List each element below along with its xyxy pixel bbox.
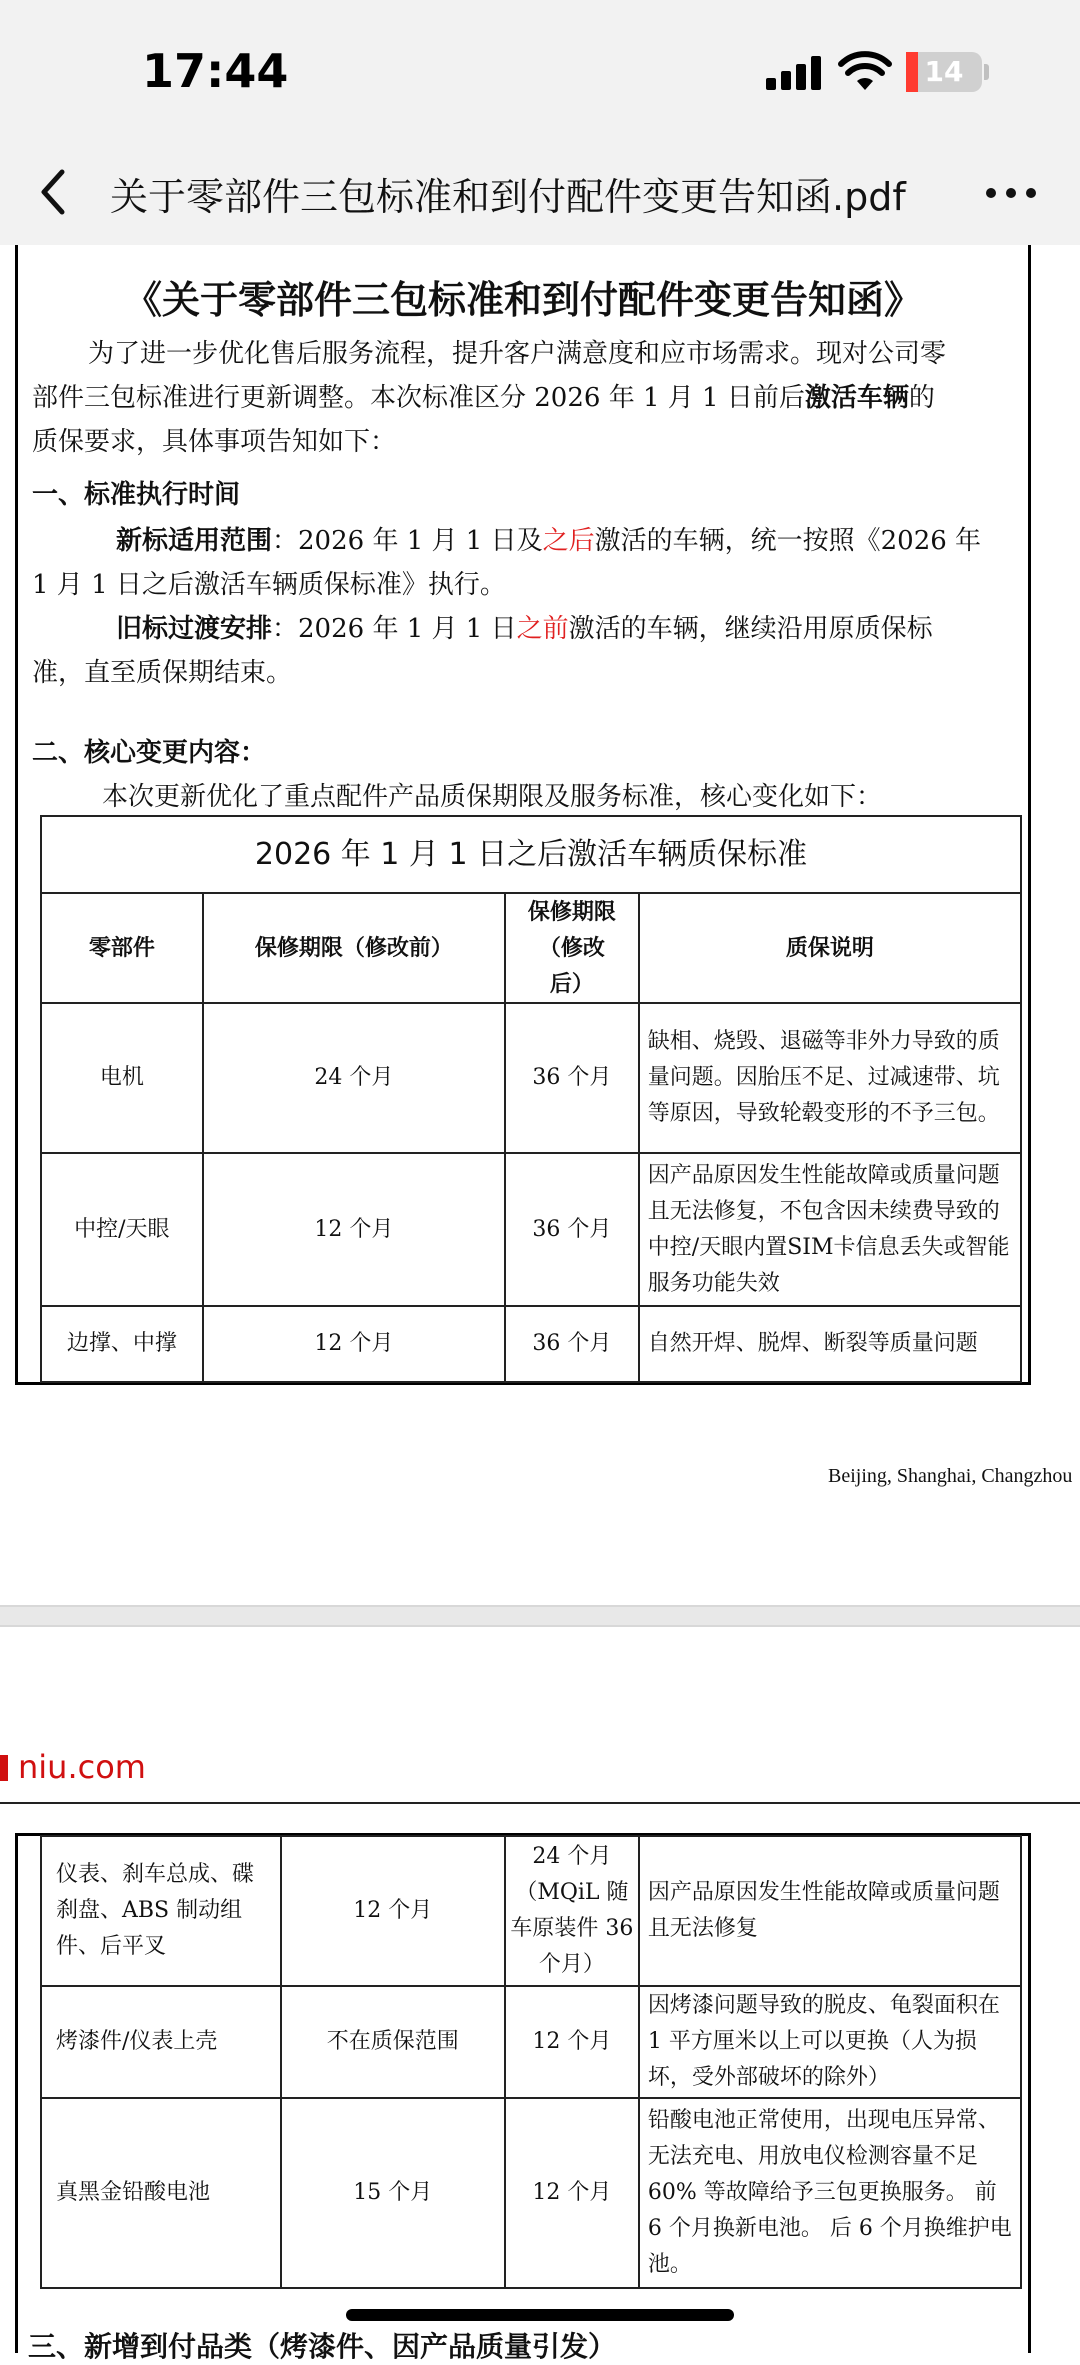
header-after xyxy=(505,893,639,1003)
cell-desc: 因烤漆问题导致的脱皮、龟裂面积在 1 平方厘米以上可以更换（人为损坏，受外部破坏的除外） xyxy=(639,1986,1021,2098)
nav-bar xyxy=(0,140,1080,245)
intro-text: 部件三包标准进行更新调整。本次标准区分 2026 年 1 月 1 日前后 xyxy=(32,383,805,413)
cell-part: 真黑金铅酸电池 xyxy=(41,2098,281,2288)
battery-cap xyxy=(984,64,989,80)
header-after-line-3: 后） xyxy=(549,971,594,997)
old-standard-text-2: 激活的车辆，继续沿用原质保标 xyxy=(568,614,933,644)
cell-desc: 因产品原因发生性能故障或质量问题且无法修复，不包含因未续费导致的中控/天眼内置SIM卡信息丢失或智能服务功能失效 xyxy=(639,1153,1021,1306)
cell-desc: 自然开焊、脱焊、断裂等质量问题 xyxy=(639,1306,1021,1382)
section-2-heading: 二、核心变更内容： xyxy=(32,738,267,768)
cell-after: 36 个月 xyxy=(505,1306,639,1382)
header-after-line-1: 保修期限 xyxy=(527,899,616,925)
cell-desc: 因产品原因发生性能故障或质量问题且无法修复 xyxy=(639,1836,1021,1986)
new-standard-highlight: 之后 xyxy=(542,526,595,556)
warranty-table-2 xyxy=(40,1835,1022,2289)
table-caption: 2026 年 1 月 1 日之后激活车辆质保标准 xyxy=(41,816,1021,893)
doc-heading: 《关于零部件三包标准和到付配件变更告知函》 xyxy=(123,277,922,322)
old-standard-line xyxy=(32,607,1032,651)
intro-bold: 激活车辆 xyxy=(804,383,909,413)
old-standard-label: 旧标过渡安排 xyxy=(116,614,273,644)
old-standard-highlight: 之前 xyxy=(516,614,569,644)
cell-part: 烤漆件/仪表上壳 xyxy=(41,1986,281,2098)
header-part: 零部件 xyxy=(41,893,203,1003)
niu-logo xyxy=(0,1748,146,1786)
header-after-line-2: （修改 xyxy=(538,935,605,961)
intro-line-3: 质保要求，具体事项告知如下： xyxy=(32,427,397,457)
cell-desc: 铅酸电池正常使用，出现电压异常、无法充电、用放电仪检测容量不足 60% 等故障给予三包更换服务。 前 6 个月换新电池。 后 6 个月换维护电池。 xyxy=(639,2098,1021,2288)
new-standard-line-2: 1 月 1 日之后激活车辆质保标准》执行。 xyxy=(32,570,506,600)
section-3-heading: 三、新增到付品类（烤漆件、因产品质量引发） xyxy=(28,2330,617,2363)
page-footer: Beijing, Shanghai, Changzhou xyxy=(828,1465,1073,1487)
status-time: 17:44 xyxy=(142,44,289,98)
table-row xyxy=(41,1003,1021,1153)
table-row xyxy=(41,1306,1021,1382)
section-1-heading: 一、标准执行时间 xyxy=(32,480,241,510)
table-row xyxy=(41,1836,1021,1986)
page-separator xyxy=(0,1605,1080,1627)
cell-after: 12 个月 xyxy=(505,1986,639,2098)
new-standard-text: ：2026 年 1 月 1 日及 xyxy=(272,526,543,556)
logo-mark-icon xyxy=(0,1755,8,1781)
cell-before: 24 个月 xyxy=(203,1003,505,1153)
header-before: 保修期限（修改前） xyxy=(203,893,505,1003)
cell-before: 12 个月 xyxy=(281,1836,505,1986)
battery-icon xyxy=(906,52,982,92)
cell-after: 12 个月 xyxy=(505,2098,639,2288)
warranty-table-1 xyxy=(40,815,1022,1383)
wifi-icon xyxy=(838,52,892,92)
more-options-icon[interactable] xyxy=(986,188,1036,200)
home-indicator[interactable] xyxy=(346,2309,734,2321)
cell-desc: 缺相、烧毁、退磁等非外力导致的质量问题。因胎压不足、过减速带、坑等原因，导致轮毂变形的不予三包。 xyxy=(639,1003,1021,1153)
header-desc: 质保说明 xyxy=(639,893,1021,1003)
cell-part: 仪表、刹车总成、碟刹盘、ABS 制动组件、后平叉 xyxy=(41,1836,281,1986)
old-standard-text: ：2026 年 1 月 1 日 xyxy=(272,614,517,644)
cell-after: 24 个月（MQiL 随车原装件 36 个月） xyxy=(505,1836,639,1986)
intro-text-end: 的 xyxy=(908,383,935,413)
battery-level: 14 xyxy=(924,55,964,88)
new-standard-text-2: 激活的车辆，统一按照《2026 年 xyxy=(594,526,982,556)
cell-part: 电机 xyxy=(41,1003,203,1153)
cell-before: 15 个月 xyxy=(281,2098,505,2288)
cellular-signal-icon xyxy=(766,56,824,90)
cell-before: 12 个月 xyxy=(203,1306,505,1382)
intro-line-2 xyxy=(32,376,1032,420)
status-bar xyxy=(0,0,1080,140)
table-row xyxy=(41,1153,1021,1306)
cell-after: 36 个月 xyxy=(505,1153,639,1306)
section-2-text: 本次更新优化了重点配件产品质保期限及服务标准，核心变化如下： xyxy=(102,782,883,812)
cell-part: 中控/天眼 xyxy=(41,1153,203,1306)
table-row xyxy=(41,1986,1021,2098)
cell-after: 36 个月 xyxy=(505,1003,639,1153)
cell-part: 边撑、中撑 xyxy=(41,1306,203,1382)
header-rule xyxy=(0,1802,1080,1804)
new-standard-label: 新标适用范围 xyxy=(116,526,273,556)
old-standard-line-2: 准，直至质保期结束。 xyxy=(32,658,293,688)
intro-line-1: 为了进一步优化售后服务流程，提升客户满意度和应市场需求。现对公司零 xyxy=(88,339,947,369)
cell-before: 不在质保范围 xyxy=(281,1986,505,2098)
table-row xyxy=(41,2098,1021,2288)
document-title: 关于零部件三包标准和到付配件变更告知函.pdf xyxy=(110,175,906,219)
back-chevron-icon[interactable] xyxy=(30,162,80,222)
new-standard-line xyxy=(32,519,1032,563)
cell-before: 12 个月 xyxy=(203,1153,505,1306)
logo-text: niu.com xyxy=(18,1748,146,1786)
